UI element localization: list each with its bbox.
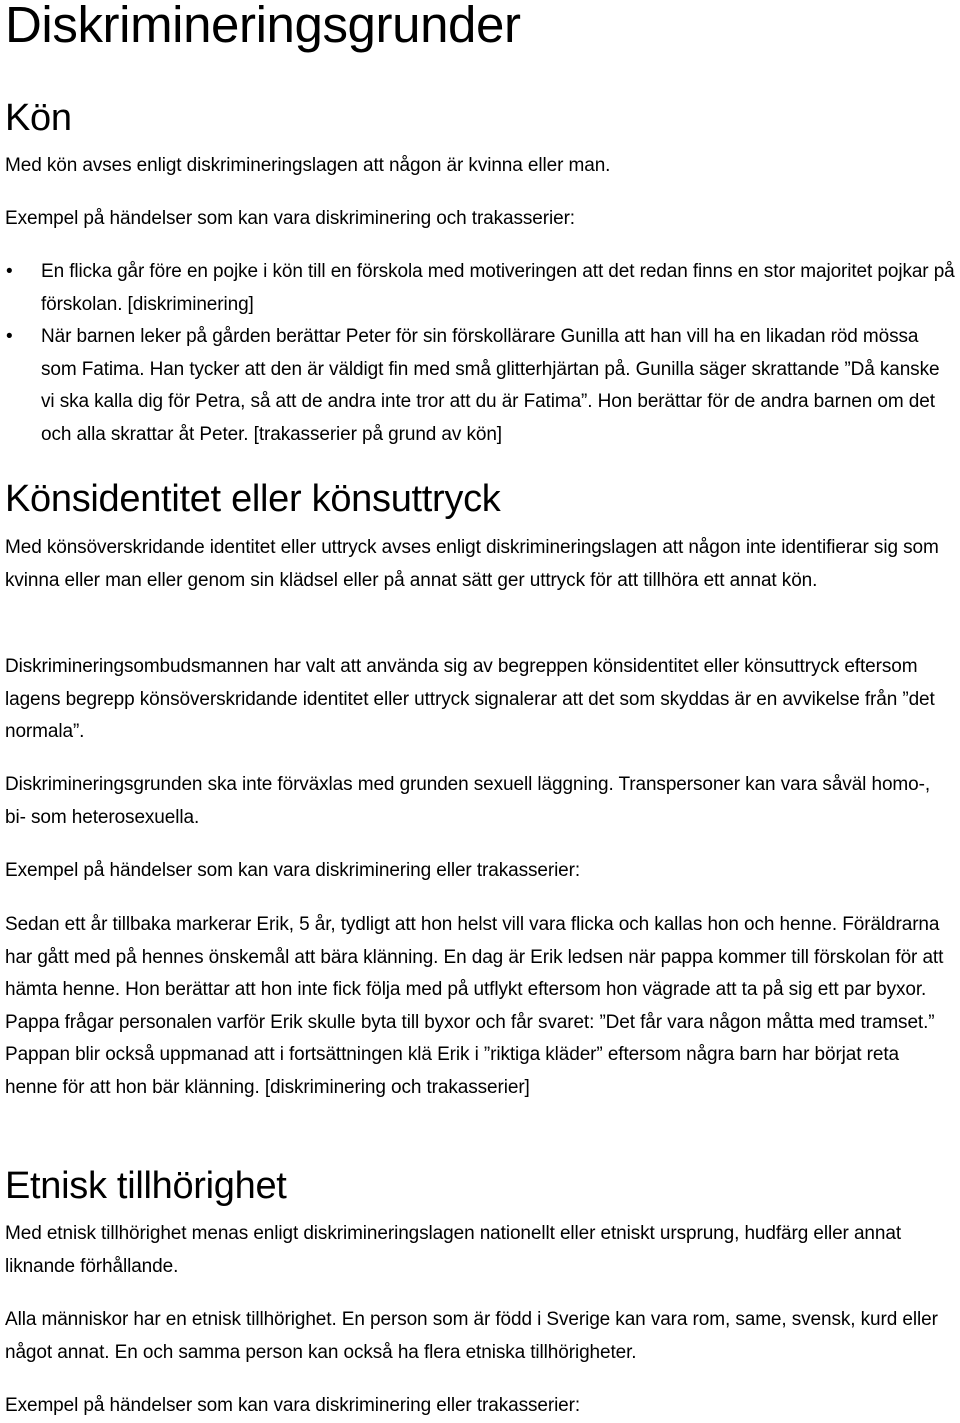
list-item-text: En flicka går före en pojke i kön till en förskola med motiveringen att det redan finns en stor majoritet pojkar på förskolan. [diskriminering] bbox=[41, 261, 955, 315]
etnisk-paragraph: Alla människor har en etnisk tillhörighet. En person som är född i Sverige kan vara rom, same, svensk, kurd eller något annat. En och samma person kan också ha flera etniska tillhörigheter. bbox=[5, 1309, 938, 1363]
etnisk-examples-intro: Exempel på händelser som kan vara diskriminering eller trakasserier: bbox=[5, 1395, 581, 1416]
konsidentitet-example-paragraph: Sedan ett år tillbaka markerar Erik, 5 år, tydligt att hon helst vill vara flicka och kallas hon och henne. Föräldrarna har gått med på hennes önskemål att bära klänning. En dag är Erik ledsen när pappa kommer till förskolan för att hämta henne. Hon berättar att hon inte fick följa med på utflykt eftersom hon vägrade att ta på sig ett par byxor. Pappa frågar personalen varför Erik skulle byta till byxor och får svaret: ”Det får vara någon måtta med tramset.” Pappan blir också uppmanad att i fortsättningen klä Erik i ”riktiga kläder” eftersom några barn har börjat reta henne för att hon bär klänning. [diskriminering och trakasserier] bbox=[5, 914, 944, 1098]
kon-examples-intro: Exempel på händelser som kan vara diskriminering och trakasserier: bbox=[5, 208, 575, 229]
konsidentitet-grund-paragraph: Diskrimineringsgrunden ska inte förväxlas med grunden sexuell läggning. Transpersoner kan vara såväl homo-, bi- som heterosexuella. bbox=[5, 774, 931, 828]
page-title: Diskrimineringsgrunder bbox=[5, 0, 521, 53]
section-heading-konsidentitet: Könsidentitet eller könsuttryck bbox=[5, 478, 501, 520]
etnisk-definition: Med etnisk tillhörighet menas enligt diskrimineringslagen nationellt eller etniskt ursprung, hudfärg eller annat liknande förhållande. bbox=[5, 1223, 902, 1277]
section-heading-kon: Kön bbox=[5, 97, 72, 139]
list-item bbox=[0, 321, 955, 451]
section-heading-etnisk: Etnisk tillhörighet bbox=[5, 1165, 287, 1207]
list-item-text: När barnen leker på gården berättar Peter för sin förskollärare Gunilla att han vill ha en likadan röd mössa som Fatima. Han tycker att den är väldigt fin med små glitterhjärtan på. Gunilla säger skrattande ”Då kanske vi ska kalla dig för Petra, så att de andra inte tror att du är Fatima”. Hon berättar för de andra barnen om det och alla skrattar åt Peter. [trakasserier på grund av kön] bbox=[41, 326, 940, 445]
bullet-icon: • bbox=[6, 326, 13, 348]
kon-example-list bbox=[0, 256, 955, 452]
kon-definition: Med kön avses enligt diskrimineringslagen att någon är kvinna eller man. bbox=[5, 155, 611, 176]
konsidentitet-examples-intro: Exempel på händelser som kan vara diskriminering eller trakasserier: bbox=[5, 860, 581, 881]
list-item bbox=[0, 256, 955, 321]
konsidentitet-do-paragraph: Diskrimineringsombudsmannen har valt att använda sig av begreppen könsidentitet eller könsuttryck eftersom lagens begrepp könsöverskridande identitet eller uttryck signalerar att det som skyddas är en avvikelse från ”det normala”. bbox=[5, 656, 935, 743]
konsidentitet-definition: Med könsöverskridande identitet eller uttryck avses enligt diskrimineringslagen att någon inte identifierar sig som kvinna eller man eller genom sin klädsel eller på annat sätt ger uttryck för att tillhöra ett annat kön. bbox=[5, 537, 939, 591]
bullet-icon: • bbox=[6, 261, 13, 282]
